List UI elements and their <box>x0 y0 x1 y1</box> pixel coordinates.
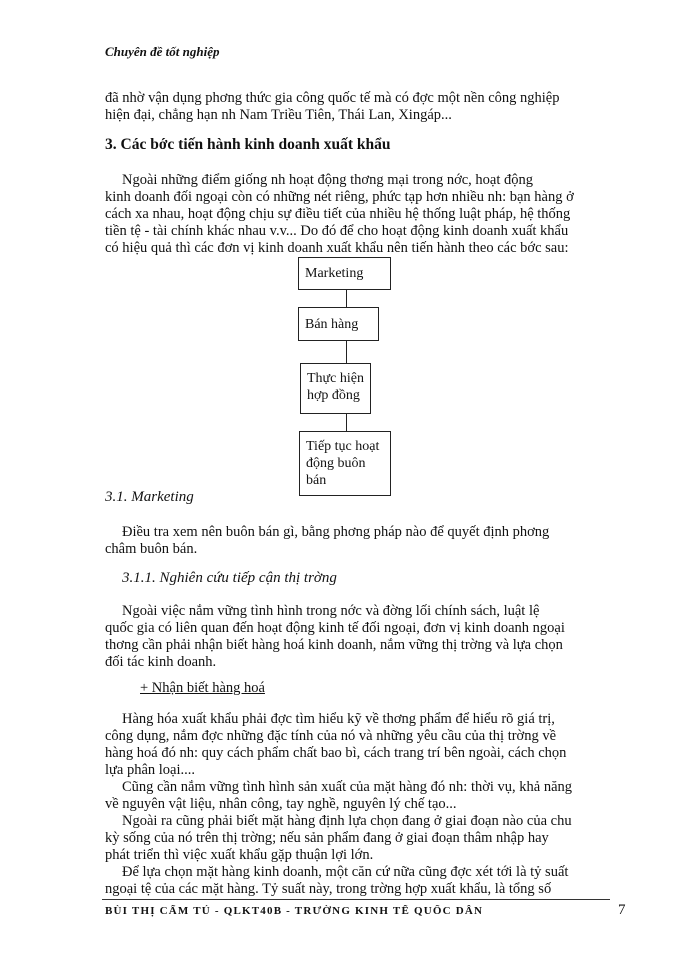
paragraph-line: hàng hoá đó nh: quy cách phẩm chất bao bì, cách trang trí bên ngoài, cách chọn <box>105 745 567 761</box>
section-3-paragraph <box>105 172 627 257</box>
flow-step-contract: Thực hiện hợp đồng <box>300 363 371 414</box>
paragraph-line: đối tác kinh doanh. <box>105 654 217 670</box>
flow-step-continue-trading: Tiếp tục hoạt động buôn bán <box>299 431 391 496</box>
body-paragraph <box>105 711 627 898</box>
paragraph-line: quốc gia có liên quan đến hoạt động kinh tế đối ngoại, đơn vị kinh doanh ngoại <box>105 620 565 636</box>
section-3-1-1-heading: 3.1.1. Nghiên cứu tiếp cận thị trờng <box>122 570 337 586</box>
paragraph-line: Ngoài ra cũng phải biết mặt hàng định lựa chọn đang ở giai đoạn nào của chu <box>122 813 572 829</box>
running-header: Chuyên đề tốt nghiệp <box>105 44 220 59</box>
page-number: 7 <box>618 902 626 918</box>
intro-paragraph <box>105 90 627 124</box>
flow-connector <box>346 341 347 363</box>
section-3-1-paragraph <box>105 524 627 558</box>
flow-step-marketing: Marketing <box>298 257 391 290</box>
section-3-1-1-paragraph <box>105 603 627 671</box>
subheading-product-identification: + Nhận biết hàng hoá <box>140 680 265 696</box>
paragraph-line: Cũng cần nắm vững tình hình sản xuất của mặt hàng đó nh: thời vụ, khả năng <box>122 779 573 795</box>
flow-connector <box>346 414 347 431</box>
footer-text: BÙI THỊ CẨM TÚ - QLKT40B - TRƯỜNG KINH TẾ QUỐC DÂN <box>105 905 484 917</box>
paragraph-line: Điều tra xem nên buôn bán gì, bằng phơng pháp nào để quyết định phơng <box>122 524 550 540</box>
paragraph-line: ngoại tệ của các mặt hàng. Tỷ suất này, trong trờng hợp xuất khẩu, là tổng số <box>105 881 552 897</box>
flow-connector <box>346 290 347 307</box>
paragraph-line: tiền tệ - tài chính khác nhau v.v... Do đó để cho hoạt động kinh doanh xuất khẩu <box>105 223 569 239</box>
section-3-1-heading: 3.1. Marketing <box>105 489 194 505</box>
paragraph-line: thơng cần phải nhận biết hàng hoá kinh doanh, nắm vững thị trờng và lựa chọn <box>105 637 563 653</box>
flow-step-sales: Bán hàng <box>298 307 379 341</box>
intro-line-2: hiện đại, chẳng hạn nh Nam Triều Tiên, Thái Lan, Xingáp... <box>105 107 452 123</box>
paragraph-line: Để lựa chọn mặt hàng kinh doanh, một căn cứ nữa cũng đợc xét tới là tỷ suất <box>122 864 569 880</box>
paragraph-line: kỳ sống của nó trên thị trờng; nếu sản phẩm đang ở giai đoạn thâm nhập hay <box>105 830 549 846</box>
paragraph-line: Ngoài việc nắm vững tình hình trong nớc và đờng lối chính sách, luật lệ <box>122 603 540 619</box>
paragraph-line: có hiệu quả thì các đơn vị kinh doanh xuất khẩu nên tiến hành theo các bớc sau: <box>105 240 569 256</box>
paragraph-line: Hàng hóa xuất khẩu phải đợc tìm hiểu kỹ về thơng phẩm để hiểu rõ giá trị, <box>122 711 555 727</box>
paragraph-line: cách xa nhau, hoạt động chịu sự điều tiết của nhiều hệ thống luật pháp, hệ thống <box>105 206 571 222</box>
section-3-heading: 3. Các bớc tiến hành kinh doanh xuất khẩu <box>105 136 391 153</box>
paragraph-line: Ngoài những điểm giống nh hoạt động thơng mại trong nớc, hoạt động <box>122 172 534 188</box>
paragraph-line: châm buôn bán. <box>105 541 198 557</box>
paragraph-line: kinh doanh đối ngoại còn có những nét riêng, phức tạp hơn nhiều nh: bạn hàng ở <box>105 189 574 205</box>
intro-line-1: đã nhờ vận dụng phơng thức gia công quốc tế mà có đợc một nền công nghiệp <box>105 90 560 106</box>
footer-divider <box>102 899 610 900</box>
paragraph-line: lựa phân loại.... <box>105 762 196 778</box>
paragraph-line: công dụng, nắm đợc những đặc tính của nó và những yêu cầu của thị trờng về <box>105 728 557 744</box>
paragraph-line: phát triển thì việc xuất khẩu gặp thuận lợi lớn. <box>105 847 374 863</box>
paragraph-line: về nguyên vật liệu, nhân công, tay nghề, nguyên lý chế tạo... <box>105 796 457 812</box>
